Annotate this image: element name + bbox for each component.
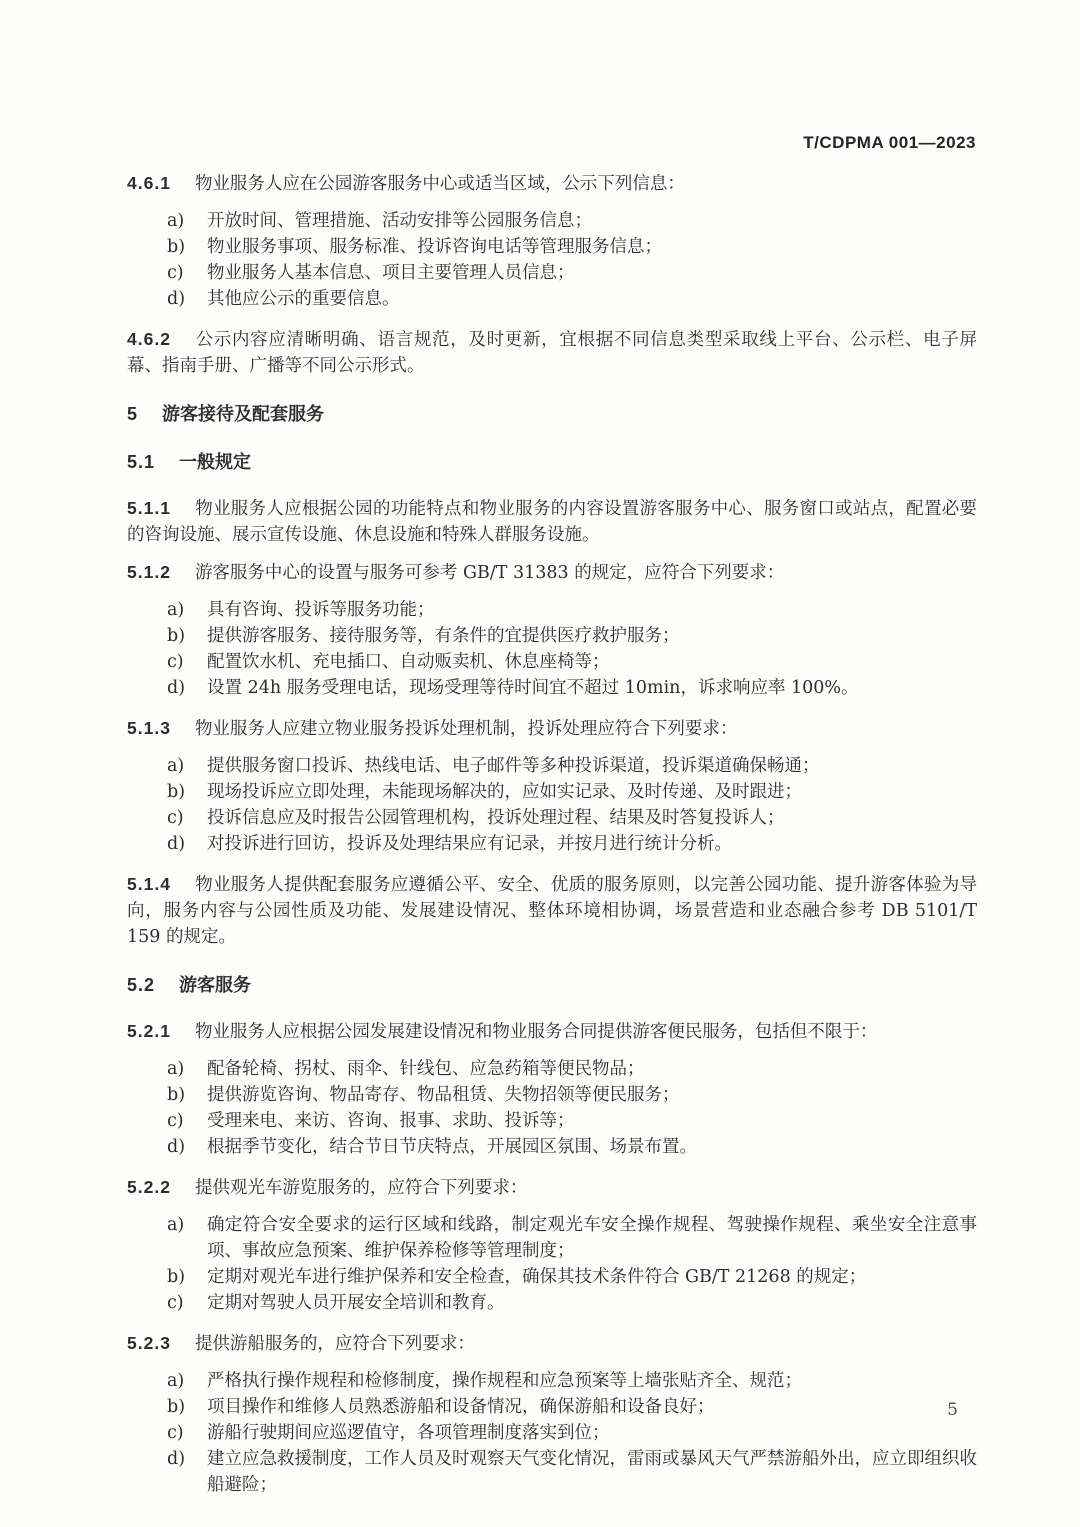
clause-number: 5.2.1 <box>127 1021 171 1041</box>
clause-number: 5.2.3 <box>127 1333 171 1353</box>
list-item-label: d) <box>167 834 186 854</box>
clause-number: 5.1.2 <box>127 562 171 582</box>
list-item-text: 配备轮椅、拐杖、雨伞、针线包、应急药箱等便民物品； <box>207 1059 645 1079</box>
list-item-text: 受理来电、来访、咨询、报事、求助、投诉等； <box>207 1111 575 1131</box>
list-item-label: d) <box>167 1449 186 1469</box>
list-item-text: 定期对观光车进行维护保养和安全检查，确保其技术条件符合 GB/T 21268 的规定； <box>207 1267 867 1287</box>
list-item-label: b) <box>167 237 186 257</box>
section-heading <box>127 972 977 998</box>
list-item-label: b) <box>167 1085 186 1105</box>
document-code-header: T/CDPMA 001—2023 <box>803 133 976 152</box>
list-item-text: 游船行驶期间应巡逻值守，各项管理制度落实到位； <box>207 1423 610 1443</box>
clause-number: 5.1.1 <box>127 498 171 518</box>
list-item-label: a) <box>167 756 185 776</box>
list-item-text: 具有咨询、投诉等服务功能； <box>207 600 435 620</box>
list-item-text: 配置饮水机、充电插口、自动贩卖机、休息座椅等； <box>207 652 610 672</box>
list-item-label: c) <box>167 652 184 672</box>
clause-text: 游客服务 <box>179 975 252 995</box>
clause-paragraph <box>127 495 977 548</box>
list-item <box>167 208 977 234</box>
list-item-label: a) <box>167 1371 185 1391</box>
list-item-text: 提供服务窗口投诉、热线电话、电子邮件等多种投诉渠道，投诉渠道确保畅通； <box>207 756 820 776</box>
list-item-text: 物业服务事项、服务标准、投诉咨询电话等管理服务信息； <box>207 237 662 257</box>
list-item-label: a) <box>167 600 185 620</box>
list-item-text: 设置 24h 服务受理电话，现场受理等待时间宜不超过 10min，诉求响应率 100%。 <box>207 678 859 698</box>
list-item-text: 定期对驾驶人员开展安全培训和教育。 <box>207 1293 505 1313</box>
clause-number: 4.6.1 <box>127 173 171 193</box>
list-item <box>167 1290 977 1316</box>
list-item <box>167 1056 977 1082</box>
list-item-label: c) <box>167 1423 184 1443</box>
list-item <box>167 1108 977 1134</box>
list-item <box>167 1446 977 1498</box>
list-item-text: 投诉信息应及时报告公园管理机构，投诉处理过程、结果及时答复投诉人； <box>207 808 785 828</box>
clause-number: 5.1.4 <box>127 874 171 894</box>
list-item-text: 确定符合安全要求的运行区域和线路，制定观光车安全操作规程、驾驶操作规程、乘坐安全注意事项、事故应急预案、维护保养检修等管理制度； <box>207 1215 977 1261</box>
clause-number: 5.1.3 <box>127 718 171 738</box>
clause-text: 物业服务人提供配套服务应遵循公平、安全、优质的服务原则，以完善公园功能、提升游客体验为导向，服务内容与公园性质及功能、发展建设情况、整体环境相协调，场景营造和业态融合参考 DB 5101/T 159 的规定。 <box>127 875 977 947</box>
letter-list <box>127 1368 977 1498</box>
list-item <box>167 779 977 805</box>
list-item-label: d) <box>167 289 186 309</box>
list-item <box>167 286 977 312</box>
clause-number: 5 <box>127 404 139 424</box>
list-item-text: 其他应公示的重要信息。 <box>207 289 400 309</box>
list-item <box>167 805 977 831</box>
clause-number: 5.1 <box>127 452 156 472</box>
section-heading <box>127 401 977 427</box>
list-item-label: a) <box>167 211 185 231</box>
list-item <box>167 831 977 857</box>
letter-list <box>127 1056 977 1160</box>
list-item-text: 对投诉进行回访，投诉及处理结果应有记录，并按月进行统计分析。 <box>207 834 732 854</box>
list-item-label: b) <box>167 782 186 802</box>
document-content <box>127 170 977 1512</box>
letter-list <box>127 597 977 701</box>
list-item <box>167 1134 977 1160</box>
clause-text: 物业服务人应在公园游客服务中心或适当区域，公示下列信息： <box>194 174 685 194</box>
list-item <box>167 1212 977 1264</box>
clause-text: 物业服务人应建立物业服务投诉处理机制，投诉处理应符合下列要求： <box>194 719 738 739</box>
list-item-label: b) <box>167 1267 186 1287</box>
list-item-text: 提供游客服务、接待服务等，有条件的宜提供医疗救护服务； <box>207 626 680 646</box>
clause-paragraph <box>127 559 977 586</box>
list-item <box>167 675 977 701</box>
page-number: 5 <box>947 1400 958 1420</box>
list-item <box>167 1264 977 1290</box>
list-item-label: b) <box>167 1397 186 1417</box>
letter-list <box>127 208 977 312</box>
clause-paragraph <box>127 1330 977 1357</box>
list-item-text: 根据季节变化，结合节日节庆特点，开展园区氛围、场景布置。 <box>207 1137 697 1157</box>
list-item <box>167 1082 977 1108</box>
list-item-text: 物业服务人基本信息、项目主要管理人员信息； <box>207 263 575 283</box>
list-item-text: 提供游览咨询、物品寄存、物品租赁、失物招领等便民服务； <box>207 1085 680 1105</box>
clause-text: 物业服务人应根据公园发展建设情况和物业服务合同提供游客便民服务，包括但不限于： <box>194 1022 878 1042</box>
clause-text: 物业服务人应根据公园的功能特点和物业服务的内容设置游客服务中心、服务窗口或站点，配置必要的咨询设施、展示宣传设施、休息设施和特殊人群服务设施。 <box>127 499 977 545</box>
list-item <box>167 260 977 286</box>
list-item-label: c) <box>167 1111 184 1131</box>
list-item-label: a) <box>167 1215 185 1235</box>
clause-paragraph <box>127 170 977 197</box>
list-item-text: 开放时间、管理措施、活动安排等公园服务信息； <box>207 211 592 231</box>
list-item-label: b) <box>167 626 186 646</box>
list-item <box>167 1368 977 1394</box>
list-item-text: 建立应急救援制度，工作人员及时观察天气变化情况，雷雨或暴风天气严禁游船外出，应立即组织收船避险； <box>207 1449 977 1495</box>
list-item <box>167 753 977 779</box>
clause-text: 游客接待及配套服务 <box>162 404 325 424</box>
clause-text: 提供观光车游览服务的，应符合下列要求： <box>194 1178 528 1198</box>
list-item-text: 现场投诉应立即处理，未能现场解决的，应如实记录、及时传递、及时跟进； <box>207 782 802 802</box>
clause-paragraph <box>127 1174 977 1201</box>
clause-number: 5.2.2 <box>127 1177 171 1197</box>
clause-number: 5.2 <box>127 975 156 995</box>
list-item <box>167 1394 977 1420</box>
list-item-text: 项目操作和维修人员熟悉游船和设备情况，确保游船和设备良好； <box>207 1397 715 1417</box>
section-heading <box>127 449 977 475</box>
clause-paragraph <box>127 1018 977 1045</box>
list-item-text: 严格执行操作规程和检修制度，操作规程和应急预案等上墙张贴齐全、规范； <box>207 1371 802 1391</box>
list-item <box>167 623 977 649</box>
clause-paragraph <box>127 871 977 950</box>
list-item-label: c) <box>167 263 184 283</box>
list-item-label: d) <box>167 1137 186 1157</box>
list-item-label: c) <box>167 808 184 828</box>
clause-text: 游客服务中心的设置与服务可参考 GB/T 31383 的规定，应符合下列要求： <box>194 563 785 583</box>
clause-paragraph <box>127 326 977 379</box>
list-item <box>167 234 977 260</box>
clause-paragraph <box>127 715 977 742</box>
list-item <box>167 597 977 623</box>
clause-text: 一般规定 <box>179 452 252 472</box>
list-item <box>167 1420 977 1446</box>
clause-text: 提供游船服务的，应符合下列要求： <box>194 1334 475 1354</box>
list-item-label: d) <box>167 678 186 698</box>
list-item <box>167 649 977 675</box>
letter-list <box>127 1212 977 1316</box>
list-item-label: a) <box>167 1059 185 1079</box>
clause-number: 4.6.2 <box>127 329 171 349</box>
list-item-label: c) <box>167 1293 184 1313</box>
letter-list <box>127 753 977 857</box>
clause-text: 公示内容应清晰明确、语言规范，及时更新，宜根据不同信息类型采取线上平台、公示栏、电子屏幕、指南手册、广播等不同公示形式。 <box>127 330 977 376</box>
